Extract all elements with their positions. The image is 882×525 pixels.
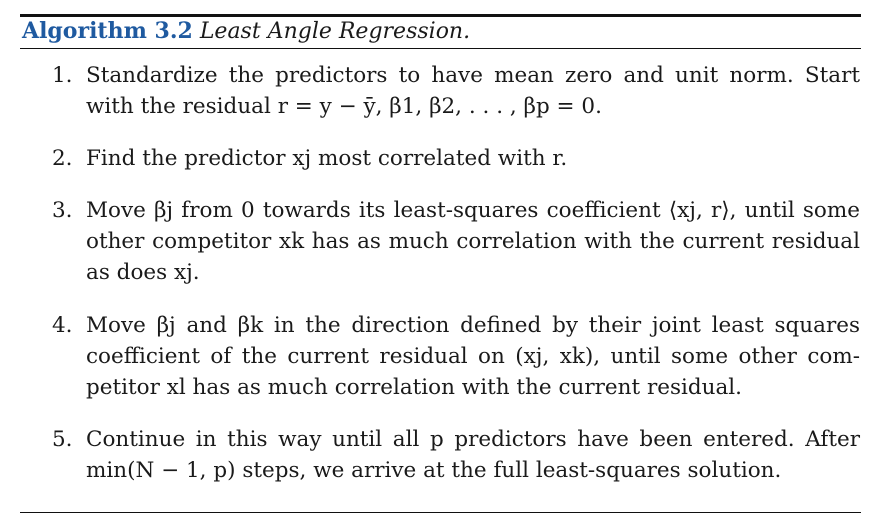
step-line: Move βj and βk in the direction defined by their joint least squares xyxy=(86,313,860,338)
step-line: Move βj from 0 towards its least-squares coefficient ⟨xj, r⟩, until some xyxy=(86,198,860,223)
step-line: Continue in this way until all p predictors have been entered. After xyxy=(86,427,860,452)
step-number: 2. xyxy=(52,146,73,171)
bottom-rule xyxy=(20,512,861,513)
step-number: 4. xyxy=(52,313,73,338)
algorithm-label: Algorithm 3.2 xyxy=(22,18,193,44)
step-text xyxy=(86,60,860,122)
step-text xyxy=(86,195,860,288)
top-rule xyxy=(20,14,861,17)
algorithm-header xyxy=(22,18,470,45)
step-line: Find the predictor xj most correlated with r. xyxy=(86,146,568,171)
step-line: as does xj. xyxy=(86,260,200,285)
header-rule xyxy=(20,48,861,49)
step-line: with the residual r = y − ȳ, β1, β2, . . . , βp = 0. xyxy=(86,94,602,119)
step-number: 1. xyxy=(52,63,73,88)
step-text xyxy=(86,424,860,486)
step-line: Standardize the predictors to have mean zero and unit norm. Start xyxy=(86,63,860,88)
step-number: 3. xyxy=(52,198,73,223)
step-text xyxy=(86,310,860,403)
step-number: 5. xyxy=(52,427,73,452)
step-text xyxy=(86,143,860,174)
step-line: other competitor xk has as much correlation with the current residual xyxy=(86,229,860,254)
step-line: petitor xl has as much correlation with the current residual. xyxy=(86,375,742,400)
step-line: coefficient of the current residual on (xj, xk), until some other com- xyxy=(86,344,860,369)
step-line: min(N − 1, p) steps, we arrive at the full least-squares solution. xyxy=(86,458,782,483)
algorithm-title: Least Angle Regression. xyxy=(199,19,471,44)
